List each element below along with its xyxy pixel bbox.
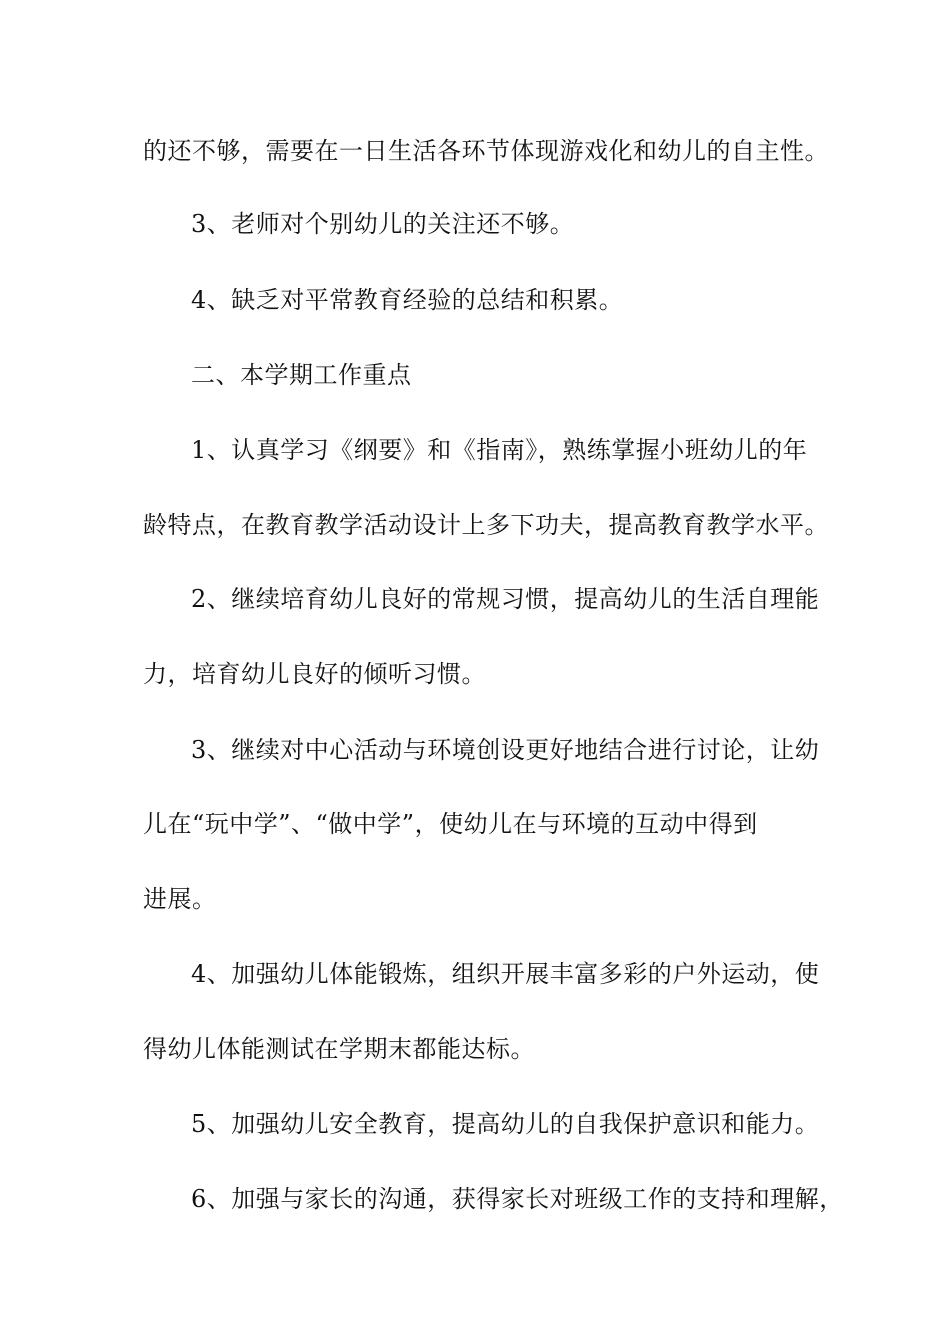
text-line: 6、加强与家长的沟通，获得家长对班级工作的支持和理解， [191, 1185, 844, 1213]
text-line: 力，培育幼儿良好的倾听习惯。 [143, 660, 486, 688]
text-line: 4、缺乏对平常教育经验的总结和积累。 [191, 286, 624, 314]
text-line: 得幼儿体能测试在学期末都能达标。 [143, 1035, 535, 1063]
text-line: 3、继续对中心活动与环境创设更好地结合进行讨论，让幼 [191, 736, 820, 764]
text-line: 2、继续培育幼儿良好的常规习惯，提高幼儿的生活自理能 [191, 585, 820, 613]
section-heading: 二、本学期工作重点 [191, 361, 412, 389]
text-line: 5、加强幼儿安全教育，提高幼儿的自我保护意识和能力。 [191, 1110, 820, 1138]
text-line: 4、加强幼儿体能锻炼，组织开展丰富多彩的户外运动，使 [191, 960, 820, 988]
text-line: 龄特点，在教育教学活动设计上多下功夫，提高教育教学水平。 [143, 511, 829, 539]
text-line: 进展。 [143, 885, 217, 913]
text-line: 3、老师对个别幼儿的关注还不够。 [191, 210, 575, 238]
text-line: 儿在“玩中学”、“做中学”，使幼儿在与环境的互动中得到 [143, 810, 758, 838]
text-line: 1、认真学习《纲要》和《指南》，熟练掌握小班幼儿的年 [191, 436, 808, 464]
text-line: 的还不够，需要在一日生活各环节体现游戏化和幼儿的自主性。 [143, 137, 829, 165]
